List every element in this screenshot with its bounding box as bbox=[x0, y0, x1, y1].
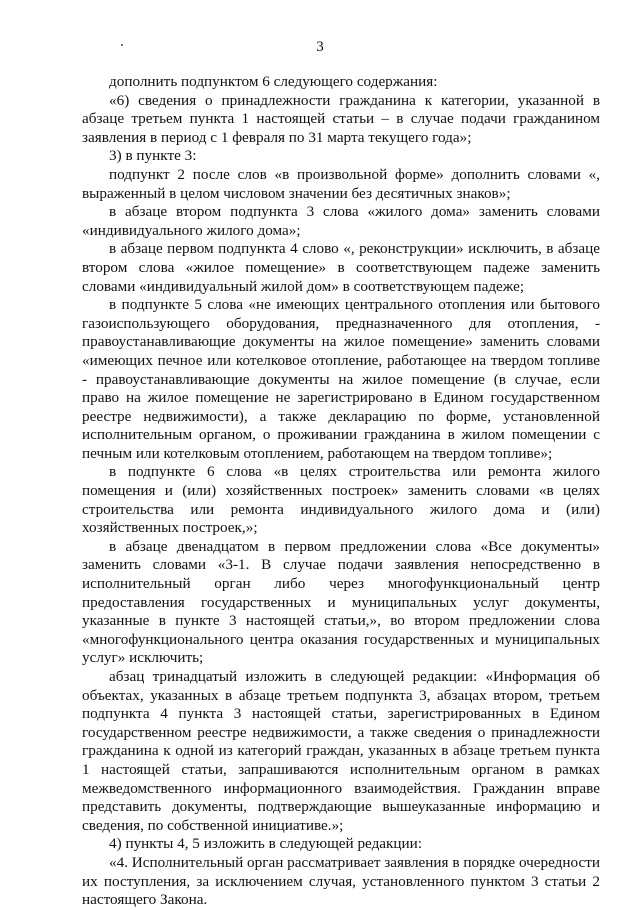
paragraph: 4) пункты 4, 5 изложить в следующей редакции: bbox=[109, 835, 423, 853]
paragraph: 3) в пункте 3: bbox=[109, 147, 197, 165]
document-body bbox=[82, 73, 600, 910]
paragraph: абзац тринадцатый изложить в следующей редакции: «Информация об объектах, указанных в абзаце третьем подпункта 3, абзацах втором, третьем подпункта 4 пункта 3 настоящей статьи, зарегистрированных в Едином государственном реестре недвижимости, а также сведения о принадлежности гражданина к одной из категорий граждан, указанных в абзаце третьем пункта 1 настоящей статьи, запрашиваются исполнительным органом в рамках межведомственного информационного взаимодействия. Гражданин вправе представить документы, подтверждающие вышеуказанные информацию и сведения, по собственной инициативе.»; bbox=[82, 668, 600, 834]
paragraph: в абзаце первом подпункта 4 слово «, реконструкции» исключить, в абзаце втором слова «жилое помещение» в соответствующем падеже заменить словами «индивидуальный жилой дом» в соответствующем падеже; bbox=[82, 240, 600, 295]
paragraph: в абзаце втором подпункта 3 слова «жилого дома» заменить словами «индивидуального жилого дома»; bbox=[82, 203, 600, 239]
paragraph: подпункт 2 после слов «в произвольной форме» дополнить словами «, выраженный в целом числовом значении без десятичных знаков»; bbox=[82, 165, 600, 202]
paragraph: «4. Исполнительный орган рассматривает заявления в порядке очередности их поступления, за исключением случая, установленного пунктом 3 статьи 2 настоящего Закона. bbox=[82, 853, 600, 909]
page-number: 3 bbox=[316, 39, 324, 55]
paragraph: в подпункте 5 слова «не имеющих центрального отопления или бытового газоиспользующего оборудования, предназначенного для отопления, - правоустанавливающие документы на жилое помещение» заменить словами «имеющих печное или котелковое отопление, работающее на твердом топливе - правоустанавливающие документы на жилое помещение (в случае, если право на жилое помещение не зарегистрировано в Едином государственном реестре недвижимости), а также декларацию по форме, установленной исполнительным органом, о проживании гражданина в жилом помещении с печным или котелковым отоплением, работающем на твердом топливе»; bbox=[82, 296, 600, 462]
paragraph: «6) сведения о принадлежности гражданина к категории, указанной в абзаце третьем пункта 1 настоящей статьи – в случае подачи гражданином заявления в период с 1 февраля по 31 марта текущего года»; bbox=[82, 91, 600, 146]
paragraph: в абзаце двенадцатом в первом предложении слова «Все документы» заменить словами «3-1. В случае подачи заявления непосредственно в исполнительный орган либо через многофункциональный центр предоставления государственных и муниципальных услуг документы, указанные в пункте 3 настоящей статьи,», во втором предложении слова «многофункционального центра оказания государственных и муниципальных услуг» исключить; bbox=[82, 537, 600, 667]
paragraph: в подпункте 6 слова «в целях строительства или ремонта жилого помещения и (или) хозяйственных построек» заменить словами «в целях строительства или ремонта индивидуального жилого дома и (или) хозяйственных построек,»; bbox=[82, 463, 600, 537]
paragraph: дополнить подпунктом 6 следующего содержания: bbox=[109, 73, 438, 90]
